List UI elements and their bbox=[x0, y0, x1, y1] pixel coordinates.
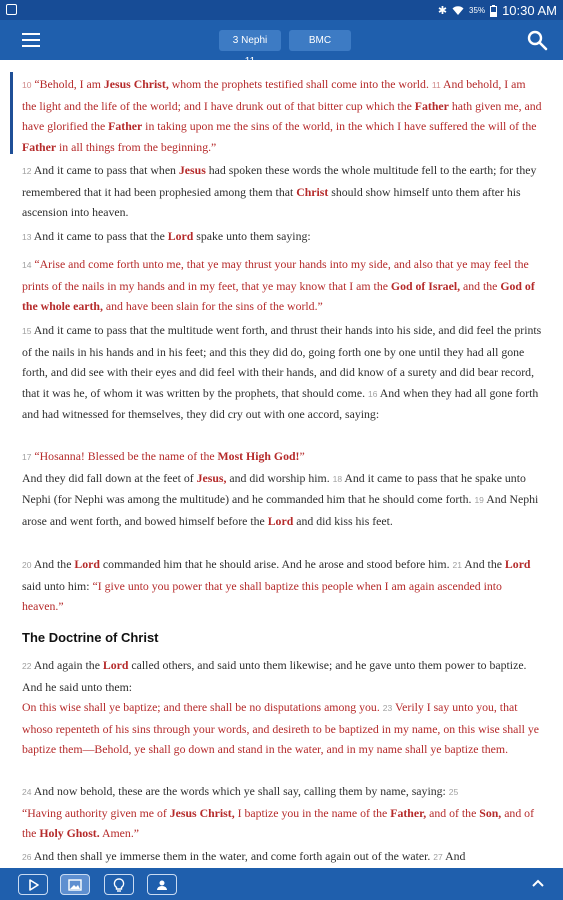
wifi-icon bbox=[452, 5, 464, 16]
image-button[interactable] bbox=[60, 874, 90, 895]
battery-icon bbox=[490, 5, 497, 17]
verse-12: 12 And it came to pass that when Jesus had spoken these words the whole multitude fell to the earth; for they remembered that it had been prophesied among them that Christ should show himself unto them after his ascension into heaven. bbox=[22, 163, 537, 220]
play-icon bbox=[26, 879, 40, 891]
profile-button[interactable] bbox=[147, 874, 177, 895]
menu-icon[interactable] bbox=[22, 33, 40, 47]
verse-13: 13 And it came to pass that the Lord spake unto them saying: bbox=[22, 229, 311, 243]
search-icon[interactable] bbox=[526, 29, 548, 51]
bottom-toolbar bbox=[0, 868, 563, 900]
book-chapter-chip[interactable]: 3 Nephi 11 bbox=[219, 30, 281, 51]
verse-20-21: 20 And the Lord commanded him that he should arise. And he arose and stood before him. 21 And the Lord said unto him: “I give unto you power that ye shall baptize this people when I am again ascended into heaven.” bbox=[22, 557, 531, 614]
chevron-up-icon[interactable] bbox=[531, 876, 545, 890]
insight-button[interactable] bbox=[104, 874, 134, 895]
clock: 10:30 AM bbox=[502, 3, 557, 18]
verse-17-19: 17 “Hosanna! Blessed be the name of the Most High God!” And they did fall down at the feet of Jesus, and did worship him. 18 And it came to pass that he spake unto Nephi (for Nephi was among the multitude) and he commanded him that he should come forth. 19 And Nephi arose and went forth, and bowed himself before the Lord and did kiss his feet. bbox=[22, 449, 539, 528]
image-icon bbox=[68, 879, 82, 891]
verse-15-16: 15 And it came to pass that the multitude went forth, and thrust their hands into his side, and did feel the prints of the nails in his hands and in his feet; and this they did do, going forth one by one until they had all gone forth, and did see with their eyes and did feel with their hands, and did know of a surety and did bear record, that it was he, of whom it was written by the prophets, that should come. 16 And when they had all gone forth and had witnessed for themselves, they did cry out with one accord, saying: bbox=[22, 323, 542, 422]
battery-percentage: 35% bbox=[469, 6, 486, 15]
person-icon bbox=[155, 879, 169, 891]
lightbulb-icon bbox=[113, 878, 125, 892]
verse-highlight-bar bbox=[10, 72, 13, 154]
app-bar bbox=[0, 20, 563, 67]
gallery-icon bbox=[6, 4, 17, 15]
status-icons bbox=[438, 3, 557, 18]
bluetooth-icon: ✱ bbox=[437, 5, 448, 17]
verse-14: 14 “Arise and come forth unto me, that ye may thrust your hands into my side, and also that ye may feel the prints of the nails in my hands and in my feet, that ye may know that I am the God of Israel, and the God of the whole earth, and have been slain for the sins of the world.” bbox=[22, 257, 535, 314]
verse-26-27: 26 And then shall ye immerse them in the water, and come forth again out of the water. 27 And bbox=[22, 849, 466, 863]
verse-24-25: 24 And now behold, these are the words which ye shall say, calling them by name, saying: 25 “Having authority given me of Jesus Christ, I baptize you in the name of the Father, and of the Son, and of the Holy Ghost. Amen.” bbox=[22, 784, 535, 841]
status-bar bbox=[0, 0, 563, 20]
scripture-content[interactable] bbox=[0, 60, 563, 868]
verse-22-23: 22 And again the Lord called others, and said unto them likewise; and he gave unto them power to baptize. And he said unto them: On this wise shall ye baptize; and there shall be no disputations among you. 23 Verily I say unto you, that whoso repenteth of his sins through your words, and desireth to be baptized in my name, on this wise shall ye baptize them—Behold, ye shall go down and stand in the water, and in my name shall ye baptize them. bbox=[22, 658, 540, 757]
verse-10-11: 10 “Behold, I am Jesus Christ, whom the prophets testified shall come into the world. 11 And behold, I am the light and the life of the world; and I have drunk out of that bitter cup which the Father hath given me, and have glorified the Father in taking upon me the sins of the world, in the which I have suffered the will of the Father in all things from the beginning.” bbox=[22, 77, 542, 154]
bmc-chip[interactable]: BMC bbox=[289, 30, 351, 51]
section-heading: The Doctrine of Christ bbox=[22, 630, 159, 645]
play-button[interactable] bbox=[18, 874, 48, 895]
